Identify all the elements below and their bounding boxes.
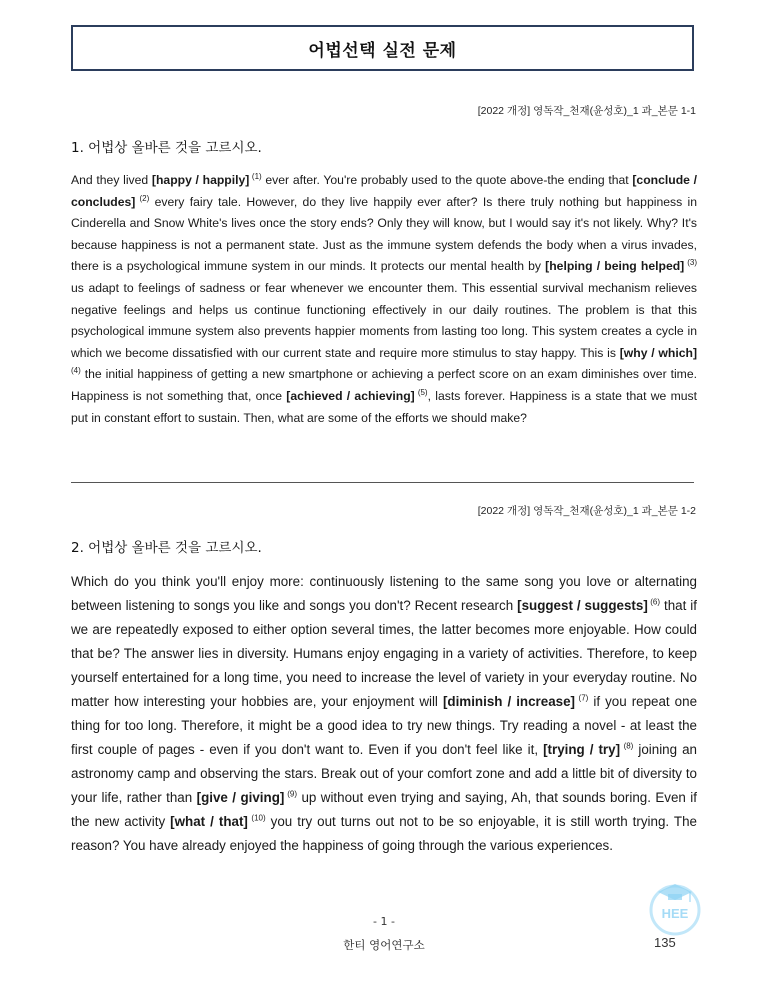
passage-text: the initial happiness of getting a new smartphone or achieving a perfect score on an exam diminishes over time. Happiness is not something that, once xyxy=(71,367,697,403)
q1-heading: 1. 어법상 올바른 것을 고르시오. xyxy=(71,140,262,156)
passage-text: , lasts forever. Happiness is a state that we must put in constant effort to sustain. Then, what are some of the efforts we should make? xyxy=(71,388,697,425)
passage-text: joining an astronomy camp and observing the stars. Break out of your comfort zone and add a little bit of diversity to your life, rather than xyxy=(71,742,697,805)
divider xyxy=(71,482,694,483)
passage-text: ever after. You're probably used to the quote above-the ending that xyxy=(261,173,633,187)
title-box xyxy=(71,25,694,71)
svg-text:HEE: HEE xyxy=(661,906,689,921)
answer-choice: [conclude / concludes] xyxy=(71,173,698,209)
footer-org: 한티 영어연구소 xyxy=(343,938,425,952)
answer-choice: [happy / happily] xyxy=(151,173,250,187)
blank-number: (7) xyxy=(575,693,589,703)
blank-number: (10) xyxy=(247,813,266,823)
blank-number: (5) xyxy=(414,387,428,397)
answer-choice: [give / giving] xyxy=(196,790,285,805)
passage-text: up without even trying and saying, Ah, that sounds boring. Even if the new activity xyxy=(71,790,697,829)
blank-number: (3) xyxy=(684,258,698,268)
blank-number: (9) xyxy=(284,789,298,799)
hee-logo-icon xyxy=(646,878,704,936)
answer-choice: [what / that] xyxy=(170,814,248,829)
answer-choice: [achieved / achieving] xyxy=(286,388,415,403)
q2-heading: 2. 어법상 올바른 것을 고르시오. xyxy=(71,540,262,556)
passage-text: you try out turns out not to be so enjoyable, it is still worth trying. The reason? You have already enjoyed the happiness of going through the various experiences. xyxy=(71,814,697,853)
q2-passage xyxy=(71,570,697,858)
q2-source: [2022 개정] 영독작_천재(윤성호)_1 과_본문 1-2 xyxy=(477,505,696,517)
blank-number: (2) xyxy=(135,193,150,203)
page-number: - 1 - xyxy=(373,915,395,928)
page-code: 135 xyxy=(654,935,676,950)
passage-text: every fairy tale. However, do they live happily ever after? Is there truly nothing but happiness in Cinderella and Snow White's lives once the story ends? Only they will know, but I would say it's not likely. Why? It's because happiness is not a permanent state. Just as the immune system defends the body when a virus invades, there is a psychological immune system in our minds. It protects our mental health by xyxy=(71,194,697,274)
passage-text: if you repeat one thing for too long. Therefore, it might be a good idea to try new things. Try reading a novel - at least the first couple of pages - even if you don't want to. Even if you don't feel like it, xyxy=(71,694,698,757)
answer-choice: [trying / try] xyxy=(543,742,621,757)
blank-number: (4) xyxy=(71,366,81,376)
q1-source: [2022 개정] 영독작_천재(윤성호)_1 과_본문 1-1 xyxy=(477,105,696,117)
passage-text: Which do you think you'll enjoy more: continuously listening to the same song you love or alternating between listening to songs you like and songs you don't? Recent research xyxy=(71,574,697,613)
q1-passage xyxy=(71,170,697,429)
passage-text: us adapt to feelings of sadness or fear whenever we encounter them. This essential survival mechanism relieves negative feelings and helps us continue functioning effectively in our daily routines. The problem is that this psychological immune system also prevents happier moments from lasting too long. This system creates a cycle in which we become dissatisfied with our current state and require more stimulus to stay happy. This is xyxy=(71,280,697,360)
answer-choice: [helping / being helped] xyxy=(545,259,685,274)
answer-choice: [suggest / suggests] xyxy=(517,598,648,613)
page-title: 어법선택 실전 문제 xyxy=(308,40,457,61)
blank-number: (1) xyxy=(249,171,262,181)
answer-choice: [why / which] xyxy=(619,345,698,360)
passage-text: that if we are repeatedly exposed to either option several times, the latter becomes more enjoyable. How could that be? The answer lies in diversity. Humans enjoy engaging in a variety of activities. Therefore, to keep yourself entertained for a long time, you need to increase the level of variety in your everyday routine. No matter how interesting your hobbies are, your enjoyment will xyxy=(71,598,697,709)
blank-number: (6) xyxy=(647,597,661,607)
passage-text: And they lived xyxy=(71,173,152,187)
answer-choice: [diminish / increase] xyxy=(442,694,576,709)
blank-number: (8) xyxy=(620,741,634,751)
